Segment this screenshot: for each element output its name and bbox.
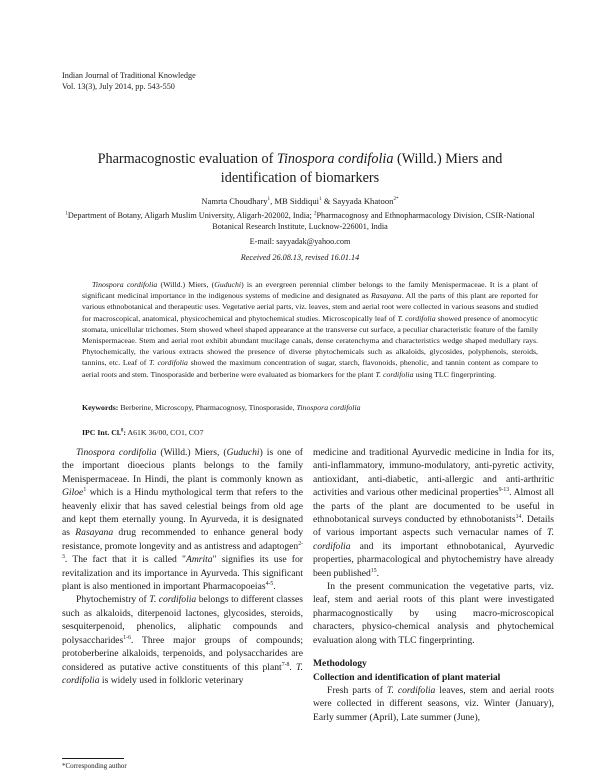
text-run: Amrita [185,554,213,566]
author: Sayyada Khatoon [332,196,394,206]
abs-part: (Willd.) Miers, ( [157,280,215,289]
citation[interactable]: 9-13 [498,487,510,494]
text-run: Tinospora cordifolia [76,447,157,458]
text-run: and its important ethnobotanical, Ayurvedic properties, pharmacological and phytochemistry have already been published [313,540,554,579]
text-run: . [376,567,379,579]
paragraph [62,446,303,593]
ipc-text: A61K 36/00, CO1, CO7 [125,428,204,437]
journal-name: Indian Journal of Traditional Knowledge [62,71,196,80]
author-sup: 1 [267,196,271,203]
author: MB Siddiqui [274,196,320,206]
affil-sup: 1 [65,211,68,217]
journal-header [62,70,196,92]
author: Namrta Choudhary [201,196,268,206]
footnote-rule [62,758,124,759]
abs-part: Rasayana [370,291,402,301]
received-dates: Received 26.08.13, revised 16.01.14 [240,253,360,262]
text-run: In the present communication the vegetative parts, viz. leaf, stem and aerial roots of this plant were investigated pharmacognostically by using macro-microscopical characters, physico-chemical analysis and phytochemical evaluation along with TLC fingerprinting. [313,581,554,646]
text-run: which is a Hindu mythological term that refers to the heavenly elixir that has saved celestial beings from old age and kept them eternally young. In Ayurveda, it is designated as [62,487,303,539]
citation[interactable]: 1-6 [123,634,131,641]
ipc-label: IPC Int. Cl. [82,428,121,437]
text-run: . [273,581,276,593]
text-run: leaves, stem and aerial roots were collected in different seasons, viz. Winter (January), Early summer (April), Late summer (June), [313,684,555,723]
citation[interactable]: 7-8 [281,661,290,668]
text-run: Phytochemistry of [76,594,150,606]
paper-title [60,150,540,188]
text-run: Giloe [62,487,84,499]
title-part: Pharmacognostic evaluation of [97,151,277,167]
author-sep: & [321,196,333,206]
abs-part: using TLC fingerprinting. [413,369,497,379]
text-run: . Details of various important aspects such vernacular names of [313,514,554,539]
author-list [60,196,540,206]
ipc-colon: : [123,428,126,437]
affil-text: Pharmacognosy and Ethnopharmacology Division, CSIR-National Botanical Research Institute, Lucknow-226001, India [212,211,535,231]
text-run: Rasayana [75,527,114,539]
abs-part: . All the parts of this plant are reported for various ethnobotanical and therapeutic uses. Vegetative aerial parts, viz. leaves, stem and aerial root were collected in various seasons and studied for macroscopical, anatomical, physicochemical and phytochemical studies. Microscopically leaf of [82,291,538,323]
abs-part: Tinospora cordifolia [92,280,158,289]
paragraph [313,580,554,647]
text-run: Fresh parts of [327,684,387,696]
title-species: Tinospora cordifolia [276,151,394,167]
paragraph [313,446,554,580]
citation[interactable]: 15 [370,567,377,574]
abstract [82,279,538,380]
title-part: (Willd.) Miers and identification of biomarkers [220,151,503,186]
ipc-classification [82,428,538,437]
ipc-sup: 8 [121,428,124,434]
text-run: medicine and traditional Ayurvedic medicine in India for its, anti-inflammatory, immuno-modulatory, anti-pyretic activity, antioxidant, anti-diabetic, anti-allergic and anti-arthritic activities and various other medicinal properties [313,447,554,499]
text-run: Guduchi [226,447,260,458]
text-run: . Three major groups of compounds; protoberberine alkaloids, terpenoids, and polysaccharides are considered as putative active constituents of this plant [62,634,303,673]
citation[interactable]: 14 [515,513,522,520]
author-sup: 2* [393,196,399,203]
text-run: T. cordifolia [62,661,303,686]
text-run: ) is one of the important dioecious plants belongs to the family Menispermaceae. In Hindi, the plant is commonly known as [62,447,303,485]
abs-part: Guduchi [214,280,242,289]
text-run: (Willd.) Miers, ( [156,447,227,458]
abs-part: ) is an evergreen perennial climber belongs to the family Menispermaceae. It is a plant of significant medicinal importance in the indigenous systems of medicine and designated as [82,280,539,301]
affil-sup: 2 [314,211,317,217]
author-sep: , [270,196,275,206]
keywords-text: Berberine, Microscopy, Pharmacognosy, Tinosporaside, [118,403,297,412]
citation[interactable]: 4-5 [265,580,274,587]
footnote: *Corresponding author [62,762,127,770]
citation[interactable]: 2-3 [62,540,303,561]
paragraph [313,684,554,724]
keywords-species: Tinospora cordifolia [296,403,361,412]
keywords-label: Keywords: [82,403,119,412]
author-sup: 1 [319,196,322,203]
citation[interactable]: 1 [83,487,87,494]
text-run: is widely used in folkloric veterinary [99,674,244,686]
text-run: T. cordifolia [149,594,197,606]
paragraph [62,593,303,687]
affiliations [60,210,540,232]
abs-part: T. cordifolia [375,369,414,379]
left-column [62,446,303,687]
abs-part: T. cordifolia [149,358,188,368]
email[interactable]: E-mail: sayyadak@yahoo.com [249,237,351,246]
text-run: " signifies its use for revitalization and its importance in Ayurveda. This significant plant is also mentioned in important Pharmacopoeias [62,554,303,593]
subsection-heading-collection: Collection and identification of plant material [313,671,501,683]
text-run: drug recommended to enhance general body resistance, promote longevity and as antistress and adaptogen [62,527,304,552]
text-run: . [289,661,296,673]
section-heading-methodology: Methodology [313,658,367,670]
text-run: T. cordifolia [386,684,436,696]
abs-part: showed the maximum concentration of sugar, starch, flavonoids, phenolic, and tannin content as compare to aerial roots and stem. Tinosporaside and berberine were evaluated as biomarkers for the plant [82,358,538,379]
abs-part: showed presence of anomocytic stomata, unicellular trichomes. Stem showed wheel shaped appearance at the transverse cut surface, a peculiar characteristic feature of the family Menispermaceae. Stem and aerial root exhibit abundant mucilage canals, dense ceratenchyma and characteristics wedge shaped medullary rays. Phytochemically, the various extracts showed the presence of diverse phytochemicals such as alkaloids, glycosides, polyphenols, steroids, tannins, etc. Leaf of [82,313,538,368]
right-column [313,446,554,724]
text-run: belongs to different classes such as alkaloids, diterpenoid lactones, glycosides, steroids, sesquiterpenoid, phenolics, aliphatic compounds and polysaccharides [62,594,304,646]
journal-issue: Vol. 13(3), July 2014, pp. 543-550 [62,82,175,91]
text-run: T. cordifolia [313,527,554,552]
abs-part: T. cordifolia [397,313,436,323]
text-run: . Almost all the parts of the plant are documented to be useful in ethnobotanical surveys conducted by ethnobotanists [313,487,554,526]
text-run: . The fact that it is called " [64,554,186,566]
keywords [82,403,538,412]
affil-text: Department of Botany, Aligarh Muslim University, Aligarh-202002, India; [67,211,315,220]
